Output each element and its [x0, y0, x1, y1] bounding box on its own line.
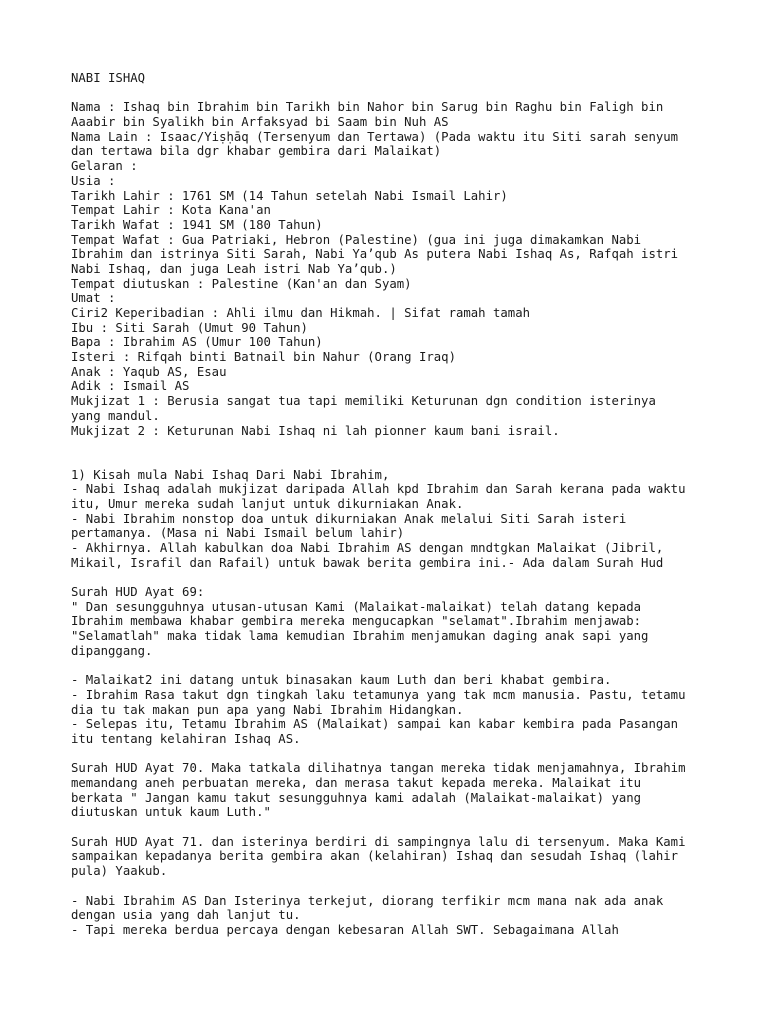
text-line: Mikail, Israfil dan Rafail) untuk bawak berita gembira ini.- Ada dalam Surah Hud	[71, 555, 664, 570]
text-line: Umat :	[71, 291, 116, 306]
text-line: - Malaikat2 ini datang untuk binasakan kaum Luth dan beri khabat gembira.	[71, 673, 612, 688]
text-line: Adik : Ismail AS	[71, 379, 190, 394]
text-line: Surah HUD Ayat 70. Maka tatkala dilihatnya tangan mereka tidak menjamahnya, Ibrahim	[71, 761, 686, 776]
text-line	[71, 879, 731, 894]
text-line: Gelaran :	[71, 159, 138, 174]
text-line: itu tentang kelahiran Ishaq AS.	[71, 731, 301, 746]
text-line: Mukjizat 2 : Keturunan Nabi Ishaq ni lah pionner kaum bani israil.	[71, 423, 560, 438]
text-line	[71, 86, 731, 101]
text-line: - Tapi mereka berdua percaya dengan kebesaran Allah SWT. Sebagaimana Allah	[71, 922, 619, 937]
text-line: Tarikh Lahir : 1761 SM (14 Tahun setelah Nabi Ismail Lahir)	[71, 188, 508, 203]
text-line: diutuskan untuk kaum Luth."	[71, 805, 271, 820]
text-line: berkata " Jangan kamu takut sesungguhnya kami adalah (Malaikat-malaikat) yang	[71, 790, 642, 805]
text-line: Tempat Wafat : Gua Patriaki, Hebron (Palestine) (gua ini juga dimakamkan Nabi	[71, 232, 642, 247]
text-line: Anak : Yaqub AS, Esau	[71, 364, 227, 379]
text-line: Isteri : Rifqah binti Batnail bin Nahur (Orang Iraq)	[71, 350, 456, 365]
text-line	[71, 747, 731, 762]
text-line	[71, 659, 731, 674]
text-line: itu, Umur mereka sudah lanjut untuk dikurniakan Anak.	[71, 496, 464, 511]
text-line: - Ibrahim Rasa takut dgn tingkah laku tetamunya yang tak mcm manusia. Pastu, tetamu	[71, 687, 686, 702]
text-line: dengan usia yang dah lanjut tu.	[71, 908, 301, 923]
text-line: Tempat Lahir : Kota Kana'an	[71, 203, 271, 218]
document-body	[71, 71, 731, 938]
text-line: sampaikan kepadanya berita gembira akan (kelahiran) Ishaq dan sesudah Ishaq (lahir	[71, 849, 679, 864]
text-line: memandang aneh perbuatan mereka, dan merasa takut kepada mereka. Malaikat itu	[71, 776, 642, 790]
text-line: Nama Lain : Isaac/Yiṣḥāq (Tersenyum dan Tertawa) (Pada waktu itu Siti sarah senyum	[71, 129, 679, 144]
document-title: NABI ISHAQ	[71, 71, 146, 85]
text-line: Tempat diutuskan : Palestine (Kan'an dan Syam)	[71, 276, 412, 291]
text-line: - Selepas itu, Tetamu Ibrahim AS (Malaikat) sampai kan kabar kembira pada Pasangan	[71, 717, 679, 732]
text-line: 1) Kisah mula Nabi Ishaq Dari Nabi Ibrahim,	[71, 467, 390, 482]
text-line: Ibrahim membawa khabar gembira mereka mengucapkan "selamat".Ibrahim menjawab:	[71, 614, 642, 629]
text-line: Surah HUD Ayat 71. dan isterinya berdiri di sampingnya lalu di tersenyum. Maka Kami	[71, 834, 686, 849]
text-line: - Nabi Ishaq adalah mukjizat daripada Allah kpd Ibrahim dan Sarah kerana pada waktu	[71, 482, 686, 497]
text-line: Nabi Ishaq, dan juga Leah istri Nab Ya’qub.)	[71, 261, 397, 276]
text-line: Usia :	[71, 173, 116, 188]
text-line: Ibrahim dan istrinya Siti Sarah, Nabi Ya’qub As putera Nabi Ishaq As, Rafqah istri	[71, 247, 679, 262]
text-line: pula) Yaakub.	[71, 864, 168, 879]
text-line	[71, 453, 731, 468]
text-line: pertamanya. (Masa ni Nabi Ismail belum lahir)	[71, 526, 405, 541]
text-line: Bapa : Ibrahim AS (Umur 100 Tahun)	[71, 335, 323, 350]
text-line: dipanggang.	[71, 643, 153, 658]
text-line: " Dan sesungguhnya utusan-utusan Kami (Malaikat-malaikat) telah datang kepada	[71, 599, 642, 614]
text-line: Ciri2 Keperibadian : Ahli ilmu dan Hikmah. | Sifat ramah tamah	[71, 306, 531, 320]
text-line: - Akhirnya. Allah kabulkan doa Nabi Ibrahim AS dengan mndtgkan Malaikat (Jibril,	[71, 541, 664, 555]
text-line: yang mandul.	[71, 408, 160, 423]
text-line: Surah HUD Ayat 69:	[71, 585, 205, 600]
text-line: Ibu : Siti Sarah (Umut 90 Tahun)	[71, 320, 308, 335]
text-line: - Nabi Ibrahim nonstop doa untuk dikurniakan Anak melalui Siti Sarah isteri	[71, 511, 627, 526]
text-line: Tarikh Wafat : 1941 SM (180 Tahun)	[71, 217, 323, 232]
text-line: Mukjizat 1 : Berusia sangat tua tapi memiliki Keturunan dgn condition isterinya	[71, 394, 656, 409]
text-line: dia tu tak makan pun apa yang Nabi Ibrahim Hidangkan.	[71, 702, 464, 717]
text-line: Aaabir bin Syalikh bin Arfaksyad bi Saam bin Nuh AS	[71, 115, 449, 130]
text-line: Nama : Ishaq bin Ibrahim bin Tarikh bin Nahor bin Sarug bin Raghu bin Faligh bin	[71, 100, 664, 115]
text-line	[71, 820, 731, 835]
text-line: - Nabi Ibrahim AS Dan Isterinya terkejut, diorang terfikir mcm mana nak ada anak	[71, 893, 664, 908]
text-line: "Selamatlah" maka tidak lama kemudian Ibrahim menjamukan daging anak sapi yang	[71, 629, 649, 644]
text-line	[71, 570, 731, 585]
text-line: dan tertawa bila dgr khabar gembira dari Malaikat)	[71, 144, 442, 159]
text-line	[71, 438, 731, 453]
